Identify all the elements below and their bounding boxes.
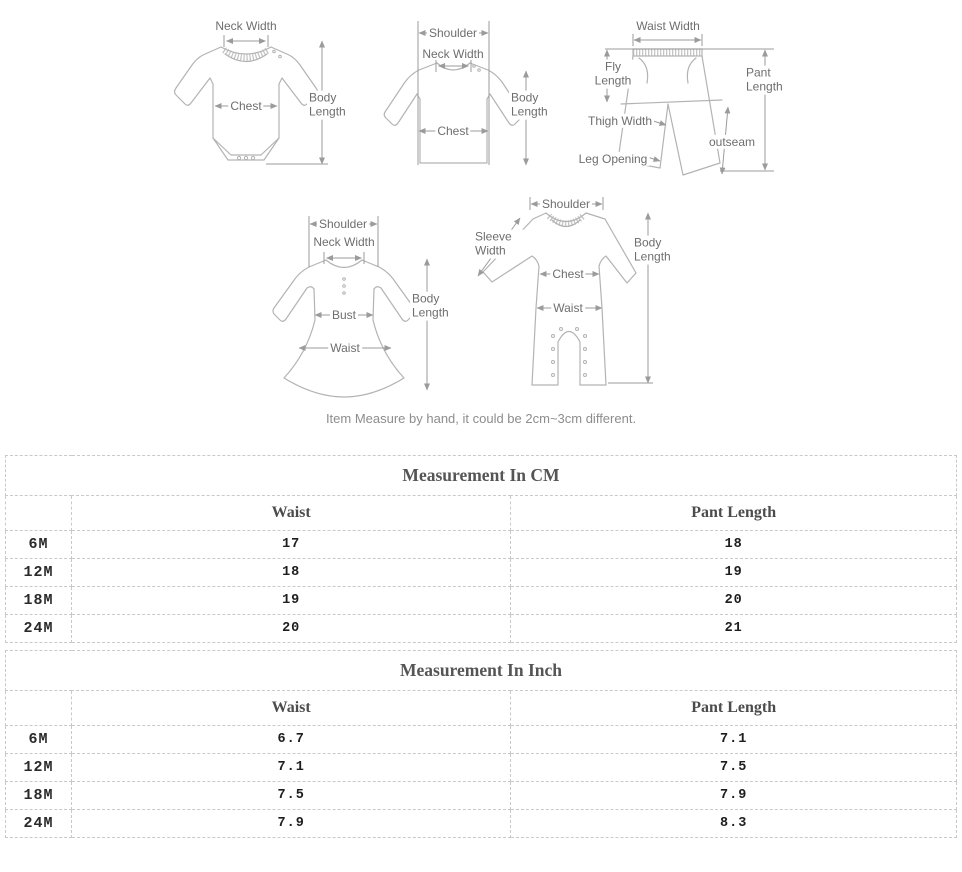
column-header-waist: Waist xyxy=(72,691,511,726)
size-label: 12M xyxy=(6,559,72,587)
table-title-row xyxy=(6,651,957,691)
table-row xyxy=(6,559,957,587)
waist-value: 20 xyxy=(72,615,511,643)
table-title-cm: Measurement In CM xyxy=(6,456,957,496)
size-label: 6M xyxy=(6,726,72,754)
size-label: 24M xyxy=(6,615,72,643)
table-row xyxy=(6,754,957,782)
size-label: 18M xyxy=(6,782,72,810)
measurement-table-cm xyxy=(5,455,957,643)
dress-waist-label: Waist xyxy=(330,340,360,355)
waist-value: 7.1 xyxy=(72,754,511,782)
romper-body-length-label: Body Length xyxy=(632,236,684,265)
tshirt-neck-width-label: Neck Width xyxy=(422,46,484,61)
size-label: 24M xyxy=(6,810,72,838)
bodysuit-diagram xyxy=(158,14,358,176)
dress-shoulder-label: Shoulder xyxy=(318,216,368,231)
pant-length-value: 7.1 xyxy=(511,726,957,754)
romper-sleeve-width-label: Sleeve Width xyxy=(473,230,525,259)
size-label: 12M xyxy=(6,754,72,782)
column-header-size xyxy=(6,691,72,726)
shorts-leg-opening-label: Leg Opening xyxy=(578,151,648,166)
tshirt-diagram xyxy=(363,13,568,178)
measurement-table-inch xyxy=(5,650,957,838)
pant-length-value: 7.9 xyxy=(511,782,957,810)
dress-bust-label: Bust xyxy=(331,307,357,322)
pant-length-value: 7.5 xyxy=(511,754,957,782)
bodysuit-neck-width-label: Neck Width xyxy=(215,18,277,33)
table-row xyxy=(6,782,957,810)
waist-value: 19 xyxy=(72,587,511,615)
table-row xyxy=(6,726,957,754)
waist-value: 6.7 xyxy=(72,726,511,754)
column-header-size xyxy=(6,496,72,531)
table-row xyxy=(6,587,957,615)
romper-chest-label: Chest xyxy=(552,266,584,281)
waist-value: 18 xyxy=(72,559,511,587)
waist-value: 17 xyxy=(72,531,511,559)
size-label: 18M xyxy=(6,587,72,615)
romper-waist-label: Waist xyxy=(553,300,583,315)
column-header-pant-length: Pant Length xyxy=(511,496,957,531)
dress-neck-width-label: Neck Width xyxy=(313,234,375,249)
romper-diagram xyxy=(462,188,687,403)
table-row xyxy=(6,810,957,838)
shorts-diagram xyxy=(578,13,802,188)
measure-note: Item Measure by hand, it could be 2cm~3cm different. xyxy=(325,411,637,426)
shorts-pant-length-label: Pant Length xyxy=(744,66,796,95)
shorts-waist-width-label: Waist Width xyxy=(636,18,700,33)
measurement-diagrams xyxy=(0,0,962,403)
table-title-row xyxy=(6,456,957,496)
column-header-pant-length: Pant Length xyxy=(511,691,957,726)
dress-outline xyxy=(273,260,415,397)
dress-body-length-label: Body Length xyxy=(410,292,462,321)
waist-value: 7.5 xyxy=(72,782,511,810)
shorts-fly-length-label: Fly Length xyxy=(587,60,639,89)
measurement-tables xyxy=(0,455,962,838)
tshirt-chest-label: Chest xyxy=(437,123,469,138)
table-header-row xyxy=(6,496,957,531)
romper-shoulder-label: Shoulder xyxy=(541,196,591,211)
table-title-inch: Measurement In Inch xyxy=(6,651,957,691)
table-row xyxy=(6,531,957,559)
bodysuit-body-length-label: Body Length xyxy=(307,91,359,120)
table-header-row xyxy=(6,691,957,726)
bodysuit-chest-label: Chest xyxy=(230,98,262,113)
shorts-outseam-label: outseam xyxy=(708,134,756,149)
tshirt-shoulder-label: Shoulder xyxy=(428,25,478,40)
size-label: 6M xyxy=(6,531,72,559)
pant-length-value: 18 xyxy=(511,531,957,559)
pant-length-value: 8.3 xyxy=(511,810,957,838)
romper-drawing xyxy=(462,188,687,403)
waist-value: 7.9 xyxy=(72,810,511,838)
pant-length-value: 21 xyxy=(511,615,957,643)
tshirt-body-length-label: Body Length xyxy=(509,91,561,120)
tshirt-outline xyxy=(384,63,523,163)
dress-diagram xyxy=(255,207,463,402)
table-row xyxy=(6,615,957,643)
column-header-waist: Waist xyxy=(72,496,511,531)
pant-length-value: 19 xyxy=(511,559,957,587)
shorts-thigh-width-label: Thigh Width xyxy=(587,113,653,128)
pant-length-value: 20 xyxy=(511,587,957,615)
